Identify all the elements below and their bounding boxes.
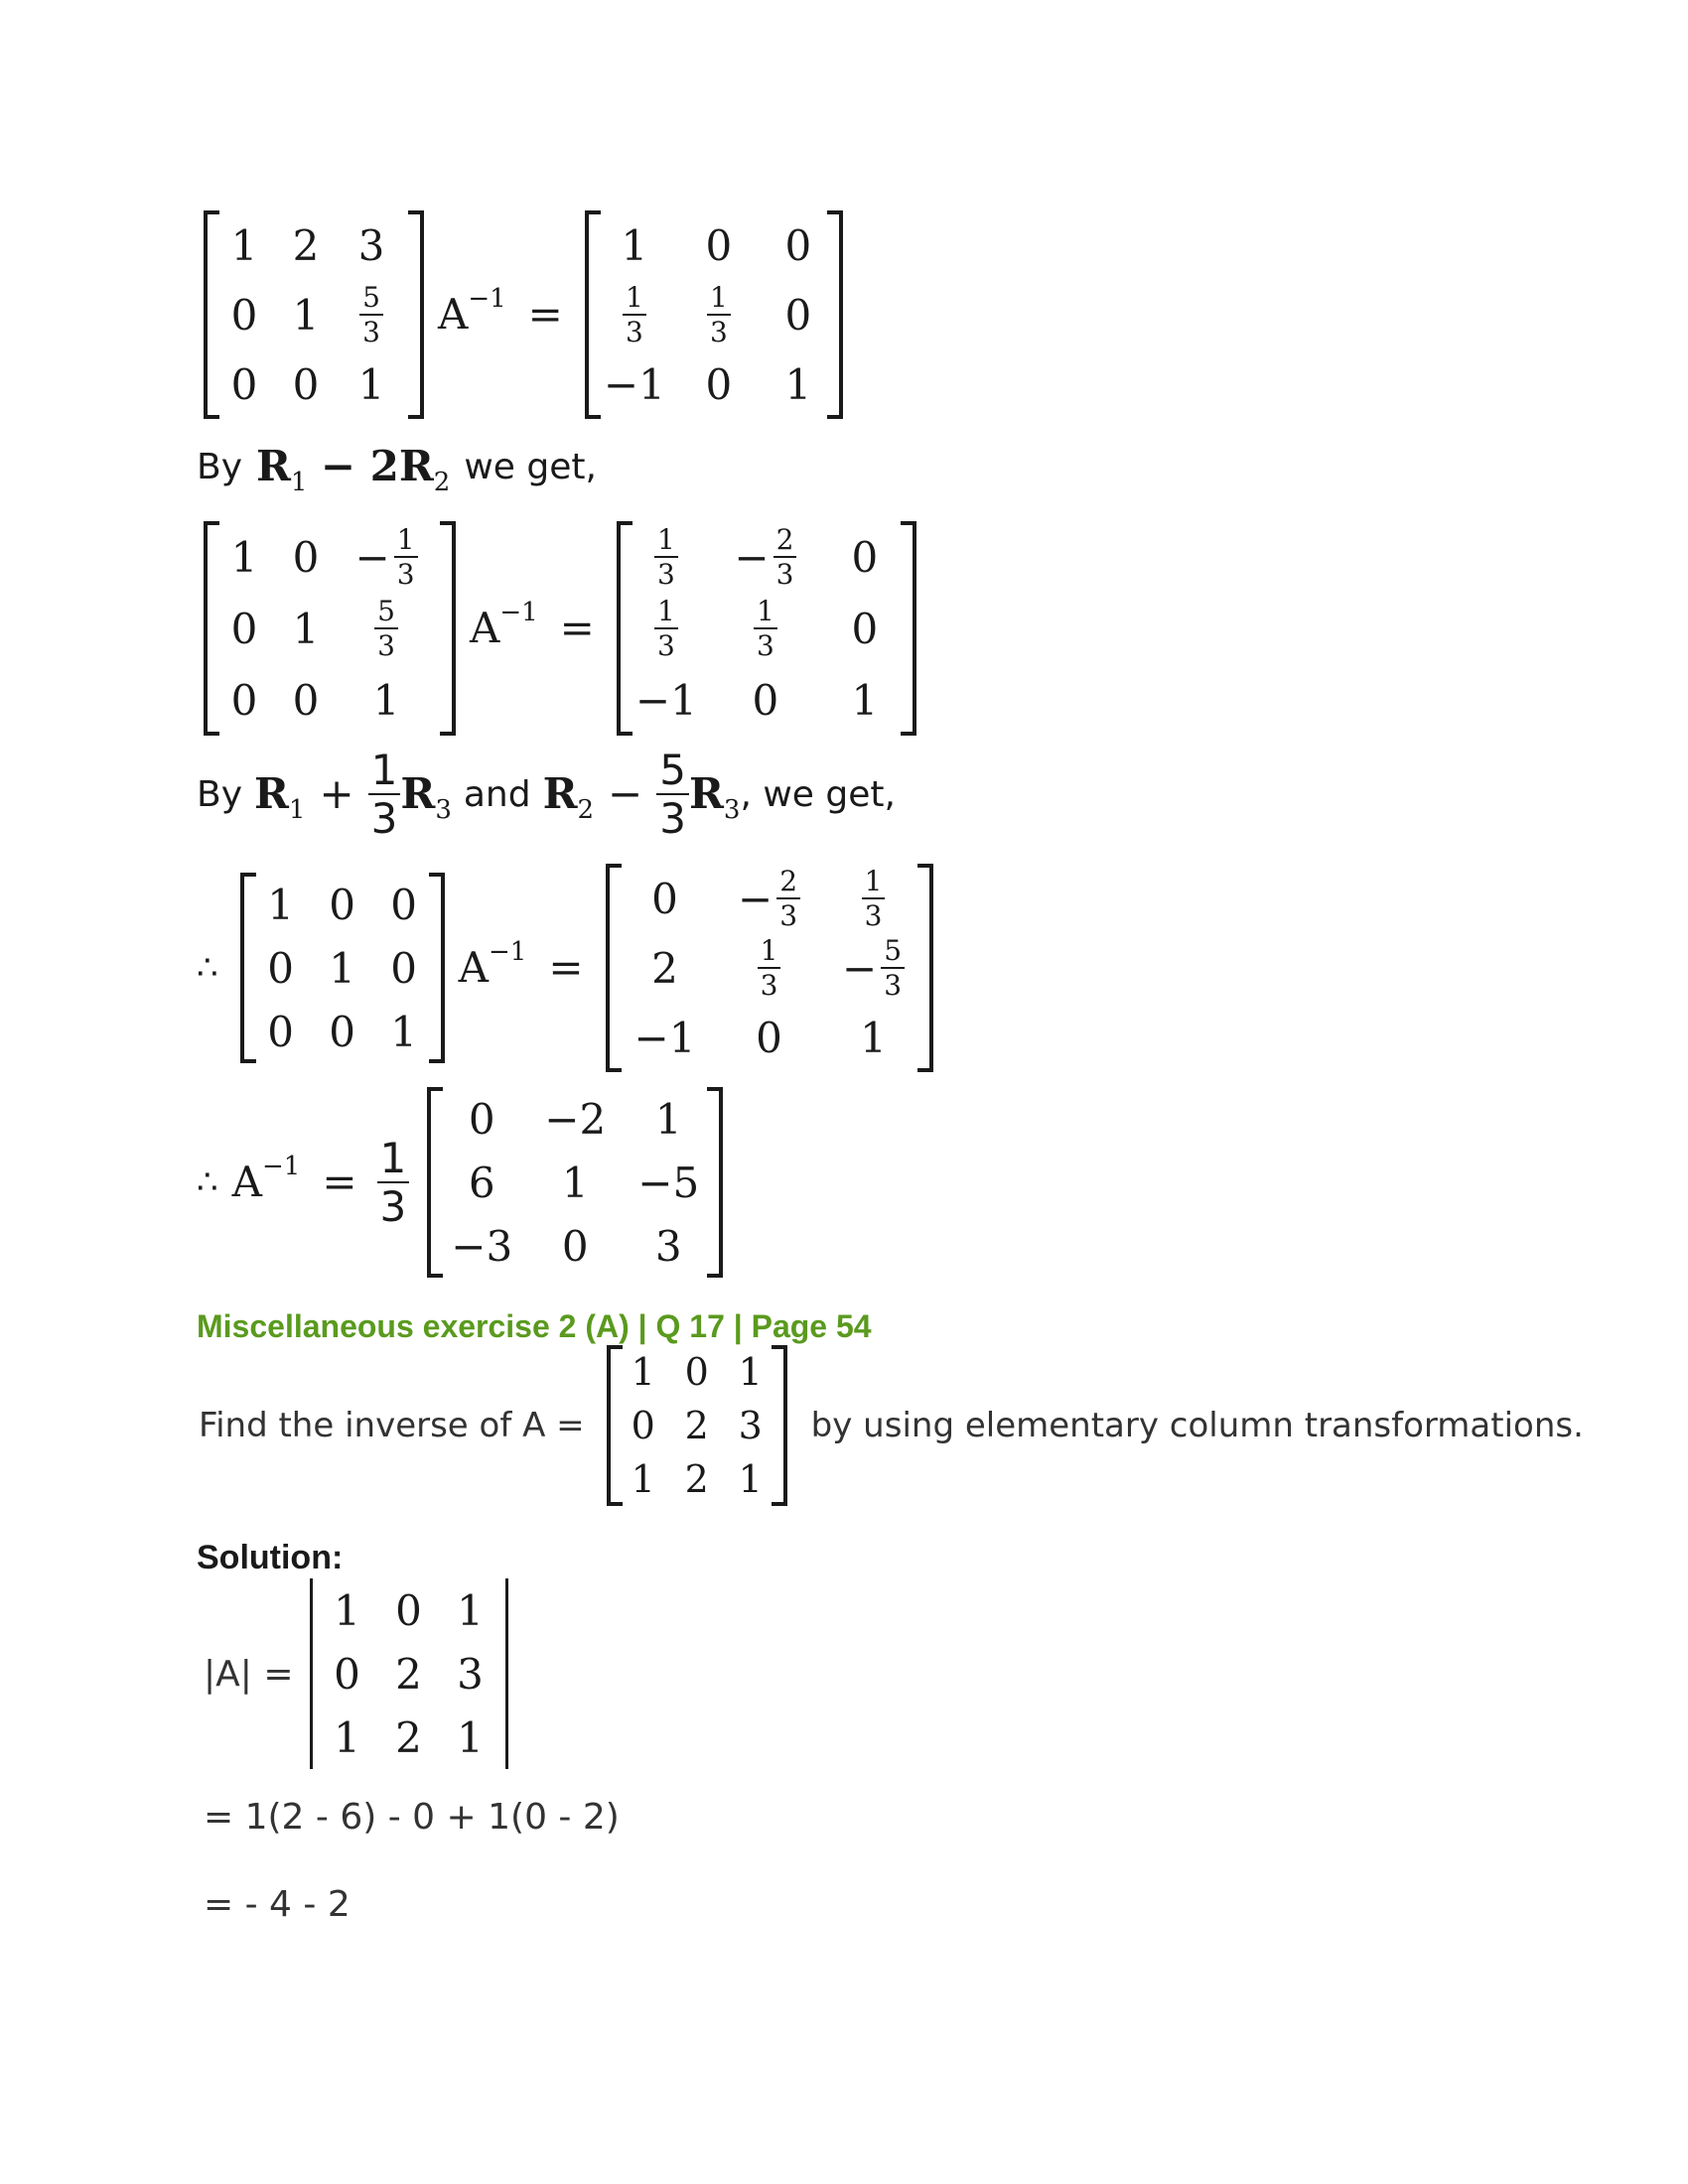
matrix-cell: $\frac{1}{3}$	[862, 868, 886, 930]
matrix-cell: 3	[457, 1649, 484, 1699]
matrix-cell: 1	[357, 359, 385, 409]
equation-step-1	[204, 210, 843, 419]
matrix-cell: 1	[457, 1712, 484, 1762]
matrix-cell: 0	[784, 220, 812, 270]
fraction-one-third-scalar: $\frac{1}{3}$	[377, 1138, 410, 1228]
matrix-cell: 0	[784, 290, 812, 340]
matrix-cell: 2	[395, 1649, 422, 1699]
matrix-cell: 1	[372, 675, 400, 725]
matrix-cell: $\frac{1}{3}$	[654, 598, 678, 660]
matrix-cell: 0	[684, 1350, 709, 1394]
matrix-cell: 1	[292, 290, 320, 340]
matrix-step1-left	[204, 210, 424, 419]
matrix-cell: − $\frac{2}{3}$	[738, 868, 800, 930]
matrix-cell: 1	[738, 1457, 763, 1501]
matrix-cell: 0	[561, 1221, 589, 1271]
op2-and: and	[463, 773, 531, 815]
computation-line-2: = - 4 - 2	[204, 1884, 351, 1925]
op2-r1: $R_1$	[254, 769, 306, 825]
matrix-cell: 0	[705, 220, 733, 270]
matrix-cell: 3	[357, 220, 385, 270]
matrix-cell: 0	[651, 874, 678, 923]
matrix-cell: −1	[603, 359, 665, 409]
equals-sign-2: =	[559, 604, 595, 652]
matrix-cell: 0	[267, 943, 294, 993]
matrix-cell: 3	[738, 1404, 763, 1447]
matrix-cell: 1	[230, 220, 258, 270]
matrix-cell: $\frac{1}{3}$	[623, 284, 646, 346]
question-pre: Find the inverse of A =	[199, 1406, 585, 1445]
matrix-cell: 0	[756, 1013, 782, 1062]
matrix-cell: −1	[634, 675, 697, 725]
matrix-cell: 0	[267, 1007, 294, 1056]
matrix-cell: 1	[390, 1007, 417, 1056]
matrix-cell: 0	[329, 1007, 355, 1056]
matrix-cell: 0	[334, 1649, 360, 1699]
matrix-cell: 0	[395, 1585, 422, 1635]
matrix-cell: 1	[334, 1585, 360, 1635]
matrix-step2-left	[204, 521, 456, 736]
question-heading: Miscellaneous exercise 2 (A) | Q 17 | Page 54	[197, 1308, 872, 1344]
matrix-cell: 0	[752, 675, 779, 725]
matrix-cell: 1	[621, 220, 648, 270]
matrix-cell: 1	[561, 1158, 589, 1207]
matrix-question-a	[607, 1345, 787, 1506]
matrix-cell: $\frac{1}{3}$	[754, 598, 777, 660]
matrix-cell: 0	[390, 880, 417, 929]
matrix-cell: 0	[230, 604, 258, 653]
matrix-cell: 2	[684, 1404, 709, 1447]
op-by: By	[197, 446, 243, 487]
matrix-cell: − $\frac{2}{3}$	[734, 526, 796, 589]
solution-label: Solution:	[197, 1539, 344, 1576]
matrix-cell: 0	[329, 880, 355, 929]
matrix-cell: 1	[860, 1013, 887, 1062]
determinant-matrix	[310, 1578, 508, 1769]
matrix-cell: 1	[267, 880, 294, 929]
matrix-cell: 1	[329, 943, 355, 993]
matrix-step3-right	[606, 864, 933, 1072]
computation-line-1: = 1(2 - 6) - 0 + 1(0 - 2)	[204, 1797, 620, 1838]
question-text	[199, 1345, 1584, 1506]
matrix-cell: 1	[631, 1350, 655, 1394]
op2-minus: −	[608, 769, 643, 818]
op2-r3: $R_3$	[400, 769, 452, 825]
matrix-cell: 1	[334, 1712, 360, 1762]
matrix-cell: 0	[468, 1094, 495, 1144]
therefore-symbol-2: ∴	[197, 1162, 218, 1202]
matrix-cell: 1	[851, 675, 879, 725]
operation-2	[197, 740, 896, 849]
matrix-cell: −3	[451, 1221, 513, 1271]
matrix-cell: 1	[292, 604, 320, 653]
matrix-cell: −2	[544, 1094, 607, 1144]
matrix-cell: 0	[230, 359, 258, 409]
matrix-cell: 0	[851, 532, 879, 582]
matrix-cell: 6	[468, 1158, 495, 1207]
op1-expression: $R_1 - 2R_2$	[256, 442, 451, 497]
fraction-one-third: $\frac{1}{3}$	[368, 750, 401, 840]
op2-by: By	[197, 773, 243, 815]
fraction-five-thirds: $\frac{5}{3}$	[656, 750, 689, 840]
matrix-cell: − $\frac{1}{3}$	[354, 526, 417, 589]
equals-sign-3: =	[548, 943, 584, 992]
matrix-cell: 0	[292, 359, 320, 409]
matrix-cell: 0	[390, 943, 417, 993]
matrix-cell: 1	[654, 1094, 682, 1144]
matrix-cell: $\frac{5}{3}$	[374, 598, 398, 660]
determinant-expression	[204, 1578, 508, 1769]
op1-tail: we get,	[464, 446, 597, 487]
equation-step-3	[197, 864, 933, 1072]
matrix-cell: $\frac{1}{3}$	[707, 284, 731, 346]
matrix-cell: −1	[633, 1013, 696, 1062]
matrix-cell: 2	[684, 1457, 709, 1501]
operation-1	[197, 437, 597, 496]
matrix-step1-right	[585, 210, 843, 419]
equation-step-4	[197, 1087, 723, 1278]
det-label: |A| =	[204, 1653, 294, 1695]
matrix-identity	[240, 873, 445, 1063]
matrix-step2-right	[617, 521, 916, 736]
matrix-cell: 0	[230, 675, 258, 725]
equation-step-2	[204, 521, 916, 736]
matrix-cell: − $\frac{5}{3}$	[842, 937, 905, 1000]
therefore-symbol: ∴	[197, 948, 218, 988]
equals-sign: =	[527, 290, 563, 339]
matrix-cell: 0	[230, 290, 258, 340]
matrix-cell: 1	[457, 1585, 484, 1635]
matrix-cell: 1	[738, 1350, 763, 1394]
matrix-cell: 3	[654, 1221, 682, 1271]
matrix-cell: 0	[292, 675, 320, 725]
matrix-cell: 0	[851, 604, 879, 653]
matrix-cell: 0	[705, 359, 733, 409]
op2-r3b: $R_3$	[688, 769, 741, 825]
matrix-cell: −5	[637, 1158, 700, 1207]
inverse-symbol-4: $A^{-1}$	[231, 1152, 301, 1206]
matrix-cell: $\frac{1}{3}$	[654, 526, 678, 589]
question-post: by using elementary column transformations.	[810, 1406, 1584, 1445]
op2-plus: +	[319, 769, 354, 818]
matrix-cell: 1	[784, 359, 812, 409]
op2-r2: $R_2$	[542, 769, 595, 825]
inverse-symbol-2: $A^{-1}$	[470, 598, 538, 652]
matrix-cell: 2	[292, 220, 320, 270]
inverse-symbol-3: $A^{-1}$	[458, 937, 527, 992]
matrix-cell: $\frac{1}{3}$	[758, 937, 781, 1000]
equals-sign-4: =	[322, 1158, 357, 1206]
matrix-cell: 2	[651, 943, 678, 993]
matrix-inverse-result	[427, 1087, 723, 1278]
matrix-cell: 1	[230, 532, 258, 582]
matrix-cell: 2	[395, 1712, 422, 1762]
inverse-symbol: $A^{-1}$	[438, 284, 506, 339]
matrix-cell: 0	[631, 1404, 655, 1447]
matrix-cell: $\frac{5}{3}$	[359, 284, 383, 346]
matrix-cell: 1	[631, 1457, 655, 1501]
matrix-cell: 0	[292, 532, 320, 582]
op2-tail: , we get,	[740, 773, 896, 815]
